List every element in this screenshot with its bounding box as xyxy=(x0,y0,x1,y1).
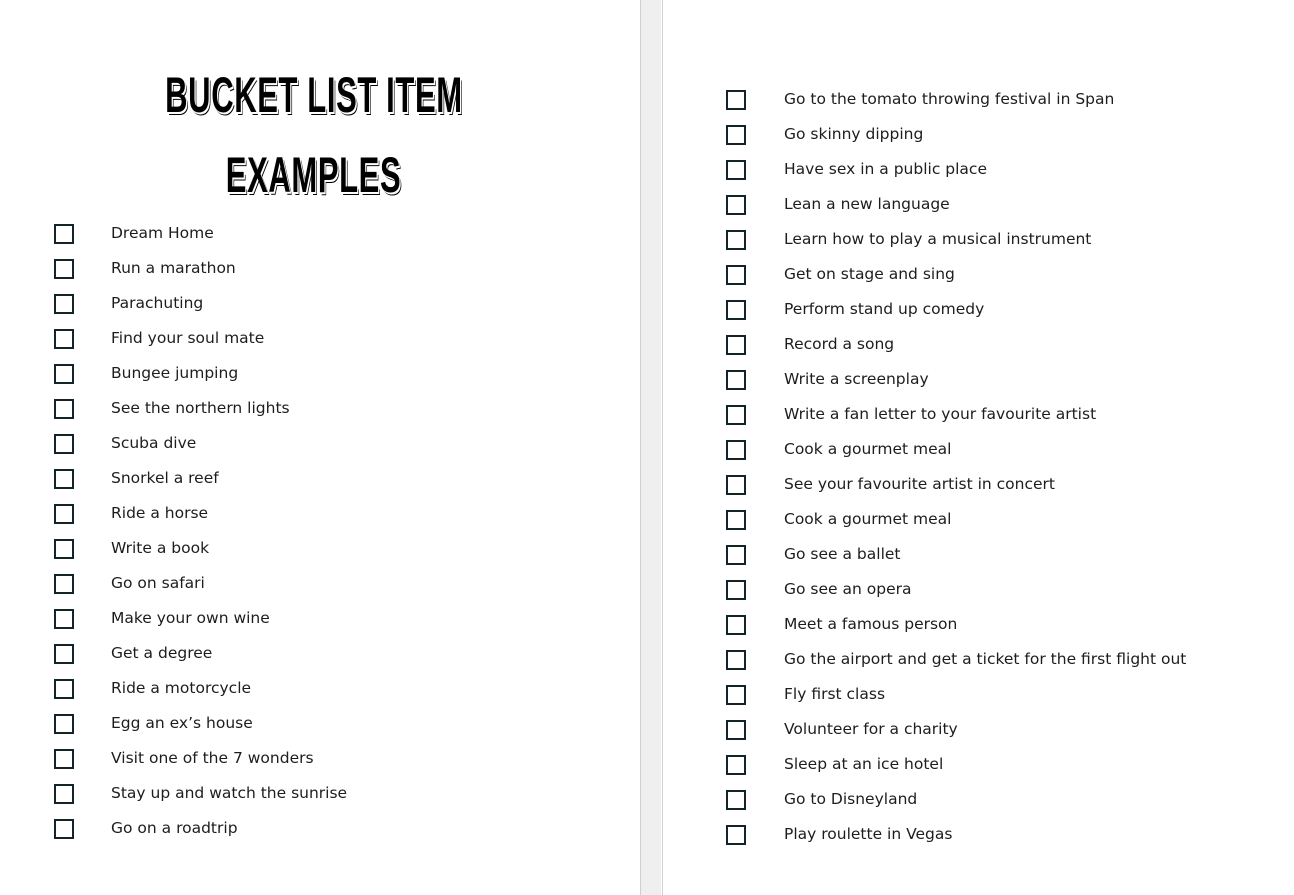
list-item-label: Perform stand up comedy xyxy=(784,300,985,318)
checkbox[interactable] xyxy=(726,720,746,740)
title-text: EXAMPLES xyxy=(226,147,402,203)
checkbox[interactable] xyxy=(726,475,746,495)
list-item-label: Sleep at an ice hotel xyxy=(784,755,944,773)
checkbox[interactable] xyxy=(726,510,746,530)
title-text: BUCKET LIST ITEM xyxy=(165,67,463,123)
list-item-label: Go on safari xyxy=(111,574,205,592)
list-item-label: Go to Disneyland xyxy=(784,790,918,808)
list-item-label: Get a degree xyxy=(111,644,213,662)
list-item-label: Go the airport and get a ticket for the first flight out xyxy=(784,650,1187,668)
checkbox[interactable] xyxy=(54,329,74,349)
checkbox[interactable] xyxy=(726,230,746,250)
list-item-label: Fly first class xyxy=(784,685,886,703)
checkbox[interactable] xyxy=(54,259,74,279)
list-item-label: Dream Home xyxy=(111,224,214,242)
checkbox[interactable] xyxy=(54,469,74,489)
title-line-2 xyxy=(0,146,628,204)
checkbox[interactable] xyxy=(54,504,74,524)
checkbox[interactable] xyxy=(726,685,746,705)
list-item-label: Cook a gourmet meal xyxy=(784,510,952,528)
checkbox[interactable] xyxy=(54,399,74,419)
checkbox[interactable] xyxy=(726,335,746,355)
list-item-label: Run a marathon xyxy=(111,259,236,277)
list-item-label: Stay up and watch the sunrise xyxy=(111,784,348,802)
checkbox[interactable] xyxy=(726,265,746,285)
list-item-label: Scuba dive xyxy=(111,434,197,452)
checkbox[interactable] xyxy=(54,819,74,839)
checkbox[interactable] xyxy=(54,539,74,559)
list-item-label: Have sex in a public place xyxy=(784,160,987,178)
list-item-label: Learn how to play a musical instrument xyxy=(784,230,1092,248)
checkbox[interactable] xyxy=(726,440,746,460)
list-item-label: Play roulette in Vegas xyxy=(784,825,953,843)
list-item-label: Go skinny dipping xyxy=(784,125,924,143)
checkbox[interactable] xyxy=(726,580,746,600)
checkbox[interactable] xyxy=(54,784,74,804)
list-item-label: See your favourite artist in concert xyxy=(784,475,1056,493)
list-item-label: Write a screenplay xyxy=(784,370,929,388)
checkbox[interactable] xyxy=(726,650,746,670)
checkbox[interactable] xyxy=(726,755,746,775)
list-item-label: Go on a roadtrip xyxy=(111,819,238,837)
list-item-label: Lean a new language xyxy=(784,195,950,213)
list-item-label: Parachuting xyxy=(111,294,204,312)
checkbox[interactable] xyxy=(54,609,74,629)
document-page-right xyxy=(662,0,1294,895)
checkbox[interactable] xyxy=(726,90,746,110)
checkbox[interactable] xyxy=(54,224,74,244)
checkbox[interactable] xyxy=(726,545,746,565)
title-line-1 xyxy=(0,66,628,124)
checkbox[interactable] xyxy=(726,125,746,145)
checkbox[interactable] xyxy=(54,574,74,594)
checkbox[interactable] xyxy=(726,405,746,425)
list-item-label: Write a book xyxy=(111,539,210,557)
checkbox[interactable] xyxy=(54,644,74,664)
checkbox[interactable] xyxy=(726,615,746,635)
checkbox[interactable] xyxy=(54,364,74,384)
list-item-label: Make your own wine xyxy=(111,609,270,627)
list-item-label: Go see an opera xyxy=(784,580,912,598)
list-item-label: Meet a famous person xyxy=(784,615,958,633)
list-item-label: Record a song xyxy=(784,335,895,353)
list-item-label: Cook a gourmet meal xyxy=(784,440,952,458)
checkbox[interactable] xyxy=(726,790,746,810)
checkbox[interactable] xyxy=(726,370,746,390)
checkbox[interactable] xyxy=(726,825,746,845)
list-item-label: Bungee jumping xyxy=(111,364,239,382)
checkbox[interactable] xyxy=(726,195,746,215)
list-item-label: Visit one of the 7 wonders xyxy=(111,749,314,767)
page-gap xyxy=(641,0,661,895)
list-item-label: Find your soul mate xyxy=(111,329,265,347)
list-item-label: Snorkel a reef xyxy=(111,469,219,487)
list-item-label: Go to the tomato throwing festival in Span xyxy=(784,90,1115,108)
list-item-label: Write a fan letter to your favourite artist xyxy=(784,405,1097,423)
list-item-label: Ride a horse xyxy=(111,504,209,522)
checkbox[interactable] xyxy=(54,679,74,699)
list-item-label: Egg an ex’s house xyxy=(111,714,253,732)
checkbox[interactable] xyxy=(54,749,74,769)
checkbox[interactable] xyxy=(54,294,74,314)
list-item-label: Go see a ballet xyxy=(784,545,901,563)
checkbox[interactable] xyxy=(54,434,74,454)
list-item-label: Get on stage and sing xyxy=(784,265,955,283)
list-item-label: Volunteer for a charity xyxy=(784,720,958,738)
checkbox[interactable] xyxy=(726,300,746,320)
document-page-left xyxy=(0,0,641,895)
checkbox[interactable] xyxy=(54,714,74,734)
list-item-label: Ride a motorcycle xyxy=(111,679,252,697)
checkbox[interactable] xyxy=(726,160,746,180)
list-item-label: See the northern lights xyxy=(111,399,290,417)
